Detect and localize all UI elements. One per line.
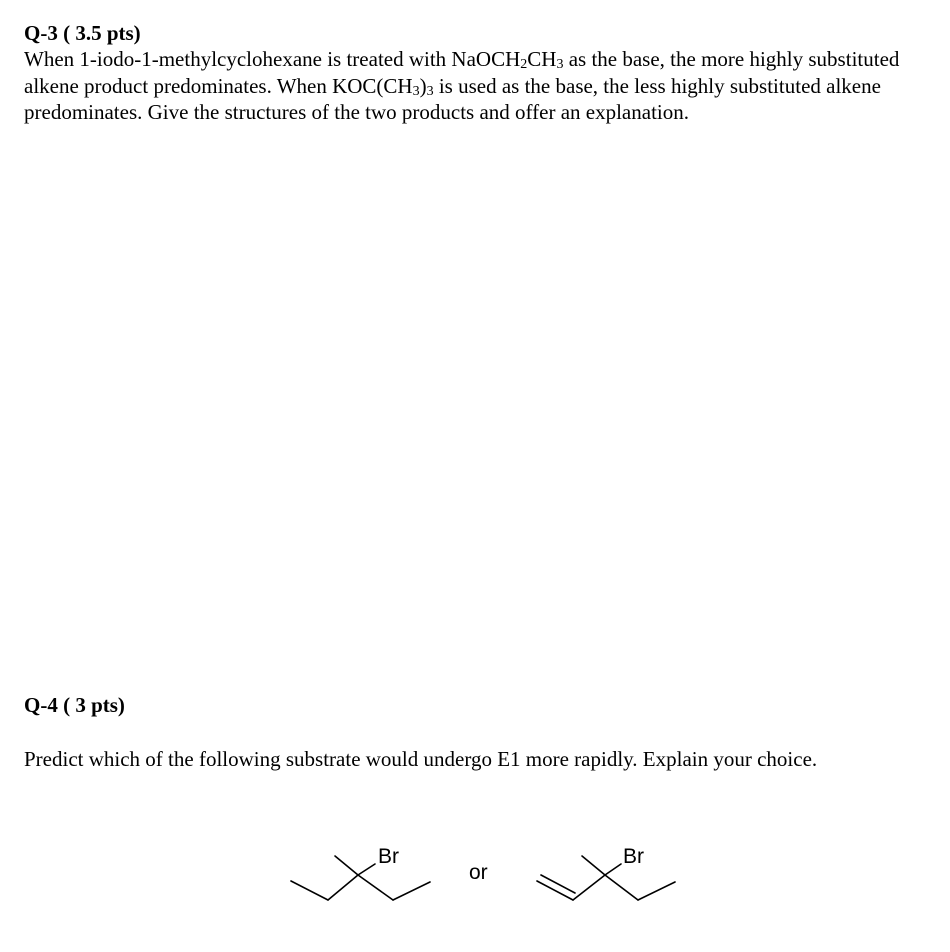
bond — [328, 875, 358, 900]
q3-text-part: as the base, the more highly substituted alkene product predominates. When KOC(CH — [24, 47, 900, 98]
subscript: 3 — [426, 83, 434, 99]
bond — [393, 882, 430, 900]
bond — [638, 882, 675, 900]
subscript: 3 — [556, 57, 564, 72]
q3-text-part: CH — [527, 47, 557, 71]
question-4-heading: Q-4 ( 3 pts) — [24, 693, 125, 717]
q3-text-part: ) — [419, 73, 427, 98]
structures-figure — [0, 820, 950, 920]
double-bond-inner — [541, 875, 575, 893]
right-bromine-label: Br — [623, 845, 644, 868]
double-bond-outer — [537, 881, 573, 900]
bond — [582, 856, 605, 875]
question-3-heading: Q-3 ( 3.5 pts) — [24, 21, 141, 45]
left-substrate-structure — [291, 856, 430, 900]
bond — [605, 875, 638, 900]
left-bromine-label: Br — [378, 845, 399, 868]
bond — [291, 881, 328, 900]
substrate-structures — [0, 820, 950, 920]
subscript: 3 — [412, 83, 420, 99]
question-4-prompt: Predict which of the following substrate would undergo E1 more rapidly. Explain your choice. — [24, 747, 818, 771]
bond — [573, 875, 605, 900]
question-3-text — [24, 46, 924, 126]
bond — [335, 856, 358, 875]
bond — [605, 864, 621, 875]
bond — [358, 864, 375, 875]
right-substrate-structure — [537, 856, 675, 900]
q3-text-part: When 1-iodo-1-methylcyclohexane is treated with NaOCH — [24, 47, 521, 71]
q3-text-part: is used as the base, the less highly substituted alkene predominates. Give the structures of the two products and offer an explanation. — [24, 73, 881, 124]
subscript: 2 — [520, 57, 528, 72]
bond — [358, 875, 393, 900]
or-connector: or — [469, 861, 488, 884]
